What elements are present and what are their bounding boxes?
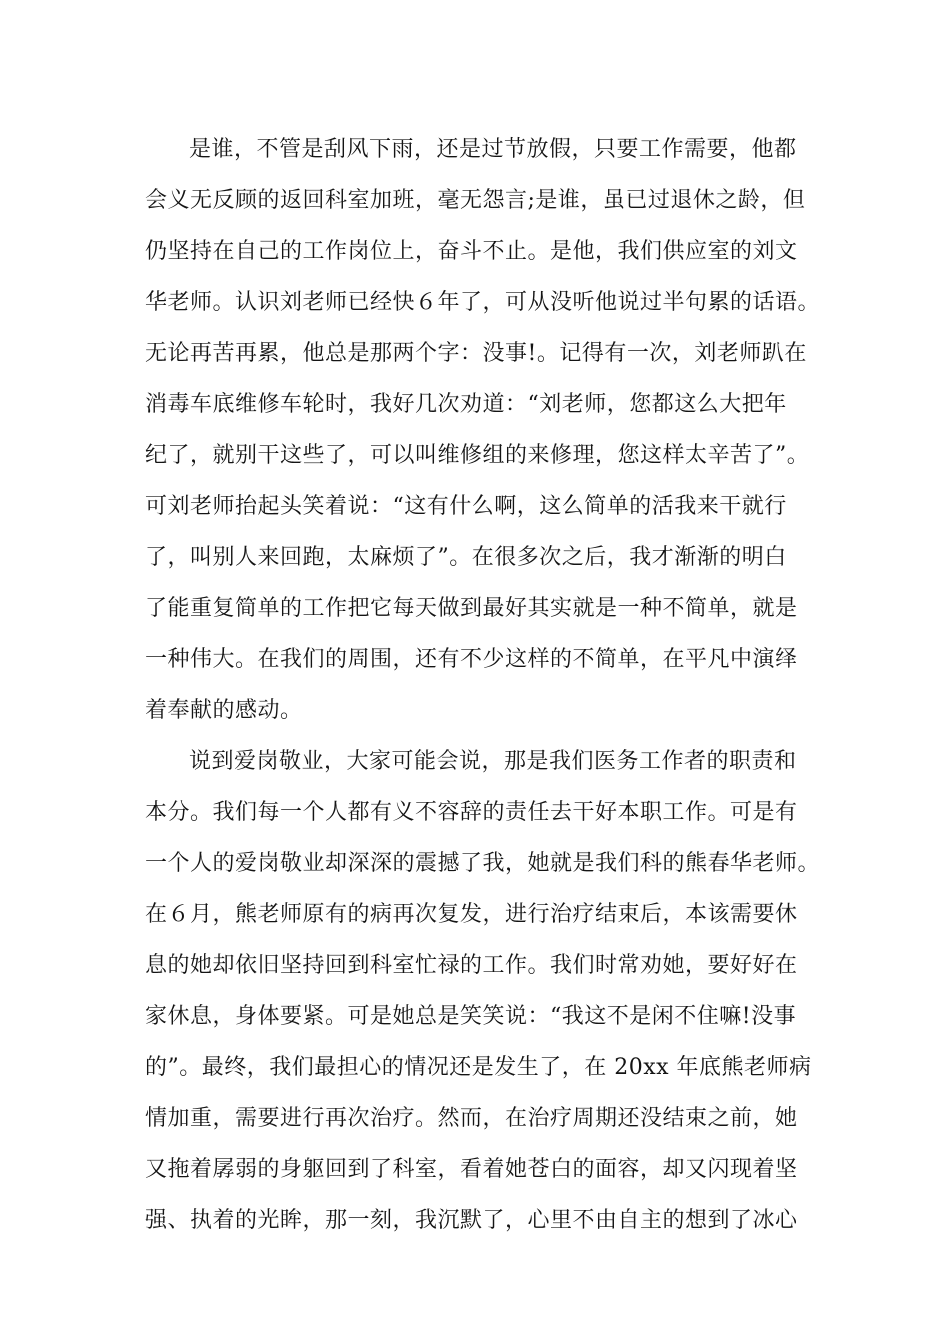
paragraph-1-line: 了，叫别人来回跑，太麻烦了”。在很多次之后，我才渐渐的明白 xyxy=(145,545,787,570)
paragraph-1-line: 会义无反顾的返回科室加班，毫无怨言;是谁，虽已过退休之龄，但 xyxy=(145,188,806,213)
paragraph-1-line: 仍坚持在自己的工作岗位上，奋斗不止。是他，我们供应室的刘文 xyxy=(145,239,798,264)
paragraph-1-line: 消毒车底维修车轮时，我好几次劝道：“刘老师，您都这么大把年 xyxy=(145,392,787,417)
paragraph-2-line: 又拖着孱弱的身躯回到了科室，看着她苍白的面容，却又闪现着坚 xyxy=(145,1157,798,1182)
paragraph-1-line: 是谁，不管是刮风下雨，还是过节放假，只要工作需要，他都 xyxy=(189,137,797,162)
paragraph-2-line: 在６月，熊老师原有的病再次复发，进行治疗结束后，本该需要休 xyxy=(145,902,798,927)
paragraph-1-line: 华老师。认识刘老师已经快６年了，可从没听他说过半句累的话语。 xyxy=(145,290,821,315)
paragraph-2-line: 情加重，需要进行再次治疗。然而，在治疗周期还没结束之前，她 xyxy=(145,1106,798,1131)
paragraph-2-line: 的”。最终，我们最担心的情况还是发生了，在 20xx 年底熊老师病 xyxy=(145,1055,812,1080)
paragraph-1-line: 了能重复简单的工作把它每天做到最好其实就是一种不简单，就是 xyxy=(145,596,798,621)
paragraph-2-line: 强、执着的光眸，那一刻，我沉默了，心里不由自主的想到了冰心 xyxy=(145,1208,798,1233)
paragraph-1-line: 纪了，就别干这些了，可以叫维修组的来修理，您这样太辛苦了”。 xyxy=(145,443,810,468)
paragraph-2-line: 家休息，身体要紧。可是她总是笑笑说：“我这不是闲不住嘛!没事 xyxy=(145,1004,797,1029)
paragraph-2-line: 一个人的爱岗敬业却深深的震撼了我，她就是我们科的熊春华老师。 xyxy=(145,851,821,876)
paragraph-2-line: 本分。我们每一个人都有义不容辞的责任去干好本职工作。可是有 xyxy=(145,800,798,825)
paragraph-1-line: 一种伟大。在我们的周围，还有不少这样的不简单，在平凡中演绎 xyxy=(145,647,798,672)
paragraph-1-line: 可刘老师抬起头笑着说：“这有什么啊，这么简单的活我来干就行 xyxy=(145,494,787,519)
paragraph-2-line: 说到爱岗敬业，大家可能会说，那是我们医务工作者的职责和 xyxy=(189,749,797,774)
paragraph-1-line: 着奉献的感动。 xyxy=(145,698,303,723)
paragraph-1-line: 无论再苦再累，他总是那两个字：没事!。记得有一次，刘老师趴在 xyxy=(145,341,807,366)
paragraph-2-line: 息的她却依旧坚持回到科室忙禄的工作。我们时常劝她，要好好在 xyxy=(145,953,798,978)
